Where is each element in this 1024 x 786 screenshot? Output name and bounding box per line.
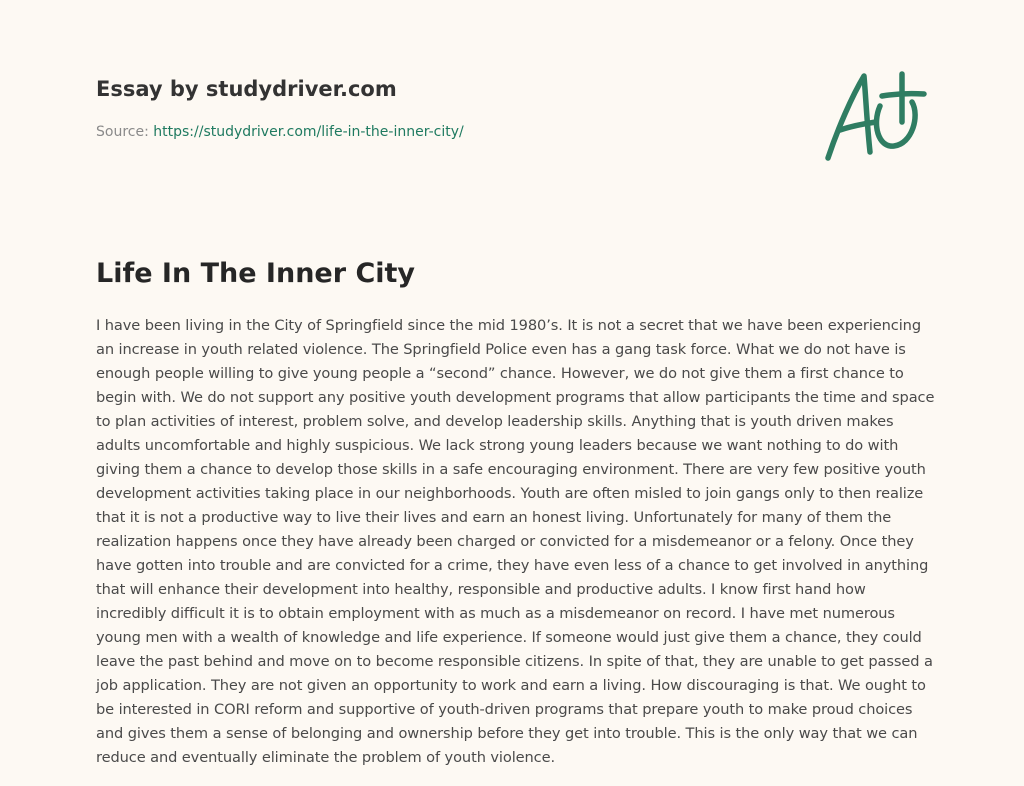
source-label: Source: xyxy=(96,124,154,140)
page-header xyxy=(96,74,796,142)
essay-body: I have been living in the City of Springfield since the mid 1980’s. It is not a secret that we have been experiencing an increase in youth related violence. The Springfield Police even has a gang task force. What we do not have is enough people willing to give young people a “second” chance. However, we do not give them a first chance to begin with. We do not support any positive youth development programs that allow participants the time and space to plan activities of interest, problem solve, and develop leadership skills. Anything that is youth driven makes adults uncomfortable and highly suspicious. We lack strong young leaders because we want nothing to do with giving them a chance to develop those skills in a safe encouraging environment. There are very few positive youth development activities taking place in our neighborhoods. Youth are often misled to join gangs only to then realize that it is not a productive way to live their lives and earn an honest living. Unfortunately for many of them the realization happens once they have already been charged or convicted for a misdemeanor or a felony. Once they have gotten into trouble and are convicted for a crime, they have even less of a chance to get involved in anything that will enhance their development into healthy, responsible and productive adults. I know first hand how incredibly difficult it is to obtain employment with as much as a misdemeanor on record. I have met numerous young men with a wealth of knowledge and life experience. If someone would just give them a chance, they could leave the past behind and move on to become responsible citizens. In spite of that, they are unable to get passed a job application. They are not given an opportunity to work and earn a living. How discouraging is that. We ought to be interested in CORI reform and supportive of youth-driven programs that prepare youth to make proud choices and gives them a sense of belonging and ownership before they get into trouble. This is the only way that we can reduce and eventually eliminate the problem of youth violence. xyxy=(96,317,935,766)
source-line xyxy=(96,122,796,142)
essay-title: Life In The Inner City xyxy=(96,258,416,289)
a-plus-icon xyxy=(820,66,930,166)
source-link[interactable]: https://studydriver.com/life-in-the-inner-city/ xyxy=(153,124,464,140)
brand-title: Essay by studydriver.com xyxy=(96,77,397,101)
